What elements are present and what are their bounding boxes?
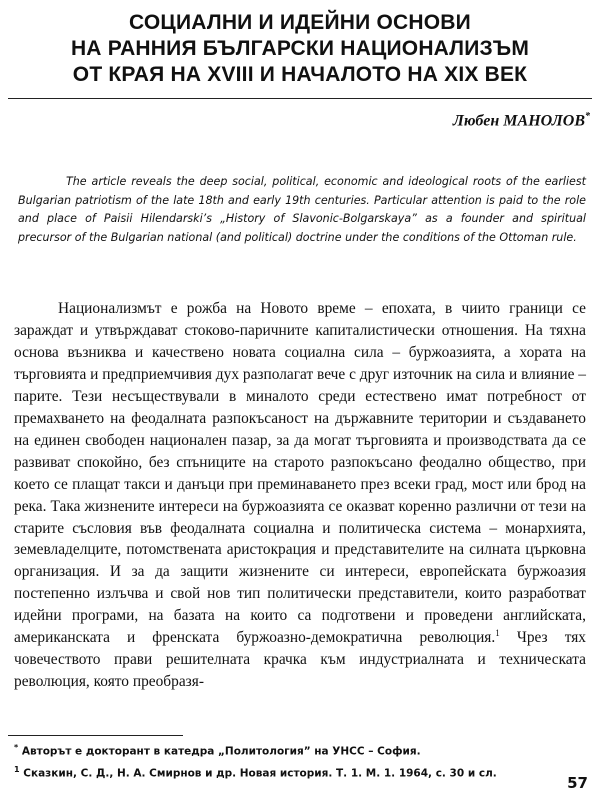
author-footnote-mark: * <box>585 111 590 122</box>
body-text-part-2: Чрез тях човечеството прави решителната крачка към индустриалната и техническата революция, която преобразя- <box>14 629 586 691</box>
footnotes <box>14 739 586 782</box>
footnote-1-mark: 1 <box>14 764 20 774</box>
title-line-3: ОТ КРАЯ НА XVIII И НАЧАЛОТО НА XIX ВЕК <box>72 63 528 86</box>
footnote-author-mark: * <box>14 743 19 752</box>
page-number: 57 <box>567 774 588 792</box>
body-text-part-1: Национализмът е рожба на Новото време – епохата, в чиито граници се зараждат и утвърждават стоково-паричните капиталистически отношения. На тяхна основа възниква и качествено новата социална сила – буржоазията, а хората на търговията и предприемчивия дух разполагат вече с друг източник на сила и влияние – парите. Тези несъществували в миналото среди естествено имат потребност от премахването на феодалната разпокъсаност на държавните територии и създаването на единен свободен национален пазар, за да могат търговията и производствата да се развиват спокойно, без спъниците на старото разпокъсано феодално общество, при което се плащат такси и данъци при преминаването през всеки град, мост или брод на река. Така жизнените интереси на буржоазията се оказват коренно различни от тези на старите съсловия във феодалната социална и политическа система – монархията, земевладелците, потомствената аристокрация и представителите на силната църковна организация. И за да защити жизнените си интереси, европейската буржоазия постепенно излъчва и свой нов тип политически представители, които разработват идейни програми, на базата на които са подготвени и проведени английската, американската и френската буржоазно-демократична революция. <box>14 300 586 647</box>
footnote-1-text: Сказкин, С. Д., Н. А. Смирнов и др. Новая история. Т. 1. М. 1. 1964, с. 30 и сл. <box>19 767 497 779</box>
author-byline <box>453 111 590 130</box>
title-line-2: НА РАННИЯ БЪЛГАРСКИ НАЦИОНАЛИЗЪМ <box>70 37 530 60</box>
author-first-name: Любен <box>452 112 500 130</box>
body-paragraph <box>14 298 586 693</box>
abstract: The article reveals the deep social, political, economic and ideological roots of the earliest Bulgarian patriotism of the late 18th and early 19th centuries. Particular attention is paid to the role and place of Paisii Hilendarski’s „History of Slavonic-Bolgarskaya” as a founder and spiritual precursor of the Bulgarian national (and political) doctrine under the conditions of the Ottoman rule. <box>18 175 586 244</box>
title-line-1: СОЦИАЛНИ И ИДЕЙНИ ОСНОВИ <box>129 11 471 34</box>
footnote-author <box>14 739 586 761</box>
footnote-author-text: Авторът е докторант в катедра „Политология” на УНСС – София. <box>18 745 421 758</box>
title-divider <box>8 98 592 99</box>
author-last-name: МАНОЛОВ <box>503 112 585 130</box>
footnote-1 <box>14 761 586 783</box>
footnote-reference-1[interactable]: 1 <box>495 628 500 639</box>
footnote-divider <box>8 735 183 736</box>
article-title <box>20 10 580 88</box>
